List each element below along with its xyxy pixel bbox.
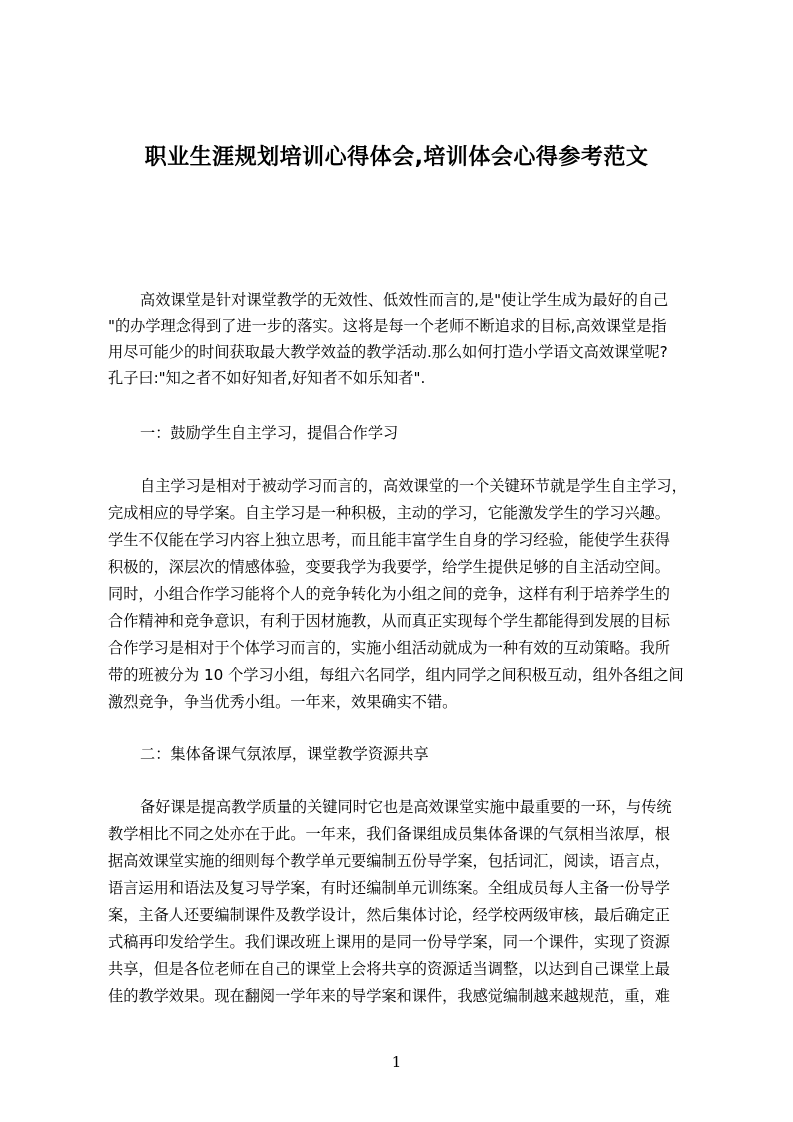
section-1-line: 学生不仅能在学习内容上独立思考，而且能丰富学生自身的学习经验，能使学生获得 xyxy=(108,531,670,549)
section-1-line: 同时，小组合作学习能将个人的竞争转化为小组之间的竞争，这样有利于培养学生的 xyxy=(108,585,670,603)
section-2-line: 语言运用和语法及复习导学案，有时还编制单元训练案。全组成员每人主备一份导学 xyxy=(108,879,670,897)
section-1-line: 合作精神和竞争意识，有利于因材施教，从而真正实现每个学生都能得到发展的目标 xyxy=(108,612,670,630)
intro-line: 高效课堂是针对课堂教学的无效性、低效性而言的,是"使让学生成为最好的自己 xyxy=(140,291,669,309)
page-number: 1 xyxy=(391,1053,402,1071)
section-1-line: 合作学习是相对于个体学习而言的，实施小组活动就成为一种有效的互动策略。我所 xyxy=(108,639,670,657)
section-2-line: 教学相比不同之处亦在于此。一年来，我们备课组成员集体备课的气氛相当浓厚，根 xyxy=(108,825,670,843)
section-1-line: 自主学习是相对于被动学习而言的，高效课堂的一个关键环节就是学生自主学习， xyxy=(140,477,687,495)
section-heading-1: 一：鼓励学生自主学习，提倡合作学习 xyxy=(140,424,399,442)
section-2-line: 备好课是提高教学质量的关键同时它也是高效课堂实施中最重要的一环，与传统 xyxy=(140,798,672,816)
section-1-line: 激烈竞争，争当优秀小组。一年来，效果确实不错。 xyxy=(108,693,458,711)
section-heading-2: 二：集体备课气氛浓厚，课堂教学资源共享 xyxy=(140,745,429,763)
section-1-line: 完成相应的导学案。自主学习是一种积极，主动的学习，它能激发学生的学习兴趣。 xyxy=(108,504,670,522)
intro-line: 用尽可能少的时间获取最大教学效益的教学活动.那么如何打造小学语文高效课堂呢? xyxy=(108,343,668,361)
section-1-paragraph xyxy=(108,473,698,716)
section-2-line: 案，主备人还要编制课件及教学设计，然后集体讨论，经学校两级审核，最后确定正 xyxy=(108,906,670,924)
intro-line: "的办学理念得到了进一步的落实。这将是每一个老师不断追求的目标,高效课堂是指 xyxy=(108,317,667,335)
section-1-line: 带的班被分为 10 个学习小组，每组六名同学，组内同学之间积极互动，组外各组之间 xyxy=(108,666,684,684)
document-title: 职业生涯规划培训心得体会,培训体会心得参考范文 xyxy=(144,145,649,170)
section-2-paragraph xyxy=(108,794,698,1010)
intro-paragraph xyxy=(108,287,698,391)
section-2-line: 佳的教学效果。现在翻阅一学年来的导学案和课件，我感觉编制越来越规范，重，难 xyxy=(108,987,670,1005)
section-2-line: 据高效课堂实施的细则每个教学单元要编制五份导学案，包括词汇，阅读，语言点， xyxy=(108,852,670,870)
intro-line: 孔子曰:"知之者不如好知者,好知者不如乐知者". xyxy=(108,369,426,387)
section-2-line: 共享，但是各位老师在自己的课堂上会将共享的资源适当调整，以达到自己课堂上最 xyxy=(108,960,670,978)
section-1-line: 积极的，深层次的情感体验，变要我学为我要学，给学生提供足够的自主活动空间。 xyxy=(108,558,670,576)
section-2-line: 式稿再印发给学生。我们课改班上课用的是同一份导学案，同一个课件，实现了资源 xyxy=(108,933,670,951)
